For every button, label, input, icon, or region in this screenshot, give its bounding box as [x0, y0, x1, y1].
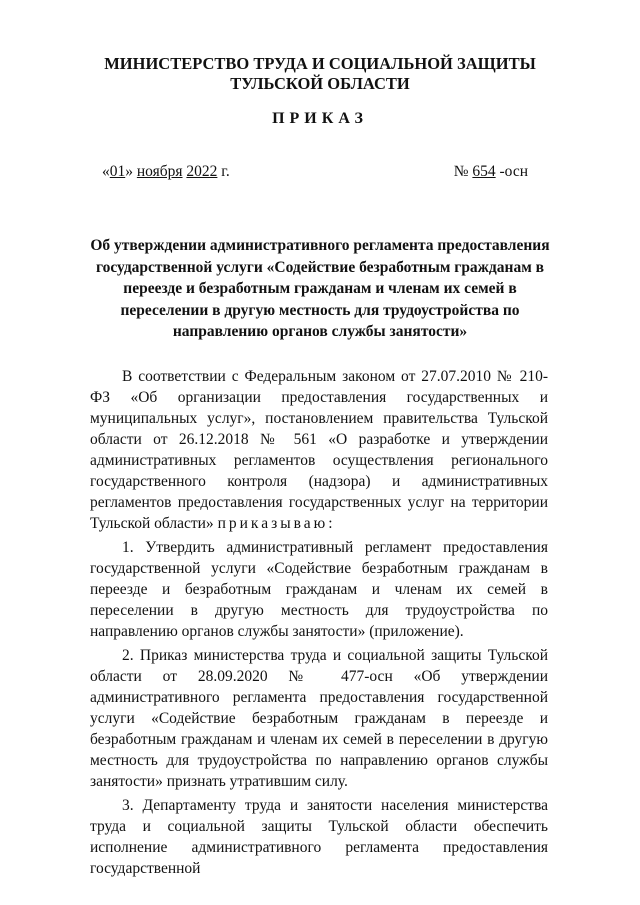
ministry-name-line1: МИНИСТЕРСТВО ТРУДА И СОЦИАЛЬНОЙ ЗАЩИТЫ [104, 54, 536, 73]
document-type-title: ПРИКАЗ [272, 110, 368, 127]
order-date [102, 163, 230, 181]
date-day: 01 [109, 163, 126, 180]
date-open-quote: « [102, 163, 110, 180]
order-number [454, 163, 528, 181]
number-prefix: № [453, 163, 469, 180]
item-2-paragraph: 2. Приказ министерства труда и социальной защиты Тульской области от 28.09.2020 № 477-осн «Об утверждении административного регламента предоставления государственной услуги «Содействие безработным гражданам в переезде и безработным гражданам и членам их семей в переселении в другую местность для трудоустройства по направлению органов службы занятости» признать утратившим силу. [90, 647, 548, 790]
order-subject: Об утверждении административного регламента предоставления государственной услуги «Содействие безработным гражданам в переезде и безработным гражданам и членам их семей в переселении в другую местность для трудоустройства по направлению органов службы занятости» [90, 237, 550, 340]
decree-word: приказываю: [217, 515, 336, 532]
number-value: 654 [472, 163, 496, 180]
preamble-text: В соответствии с Федеральным законом от 27.07.2010 № 210-ФЗ «Об организации предоставления государственных и муниципальных услуг», постановлением правительства Тульской области от 26.12.2018 № 561 «О разработке и утверждении административных регламентов осуществления регионального государственного контроля (надзора) и административных регламентов предоставления государственных услуг на территории Тульской области» [90, 368, 548, 532]
number-suffix: -осн [499, 163, 528, 180]
date-close-quote: » [125, 163, 133, 180]
date-year: 2022 [186, 163, 218, 180]
date-year-suffix: г. [221, 163, 230, 180]
preamble-paragraph [90, 366, 548, 534]
item-3-paragraph: 3. Департаменту труда и занятости населения министерства труда и социальной защиты Тульской области обеспечить исполнение административного регламента предоставления государственной [90, 797, 548, 877]
date-number-row [102, 163, 528, 181]
item-1-paragraph: 1. Утвердить административный регламент предоставления государственной услуги «Содействие безработным гражданам в переезде и безработным гражданам и членам их семей в переселении в другую местность для трудоустройства по направлению органов службы занятости» (приложение). [90, 539, 548, 640]
order-body [90, 366, 548, 879]
date-month: ноября [136, 163, 183, 180]
ministry-header [60, 54, 580, 94]
ministry-name-line2: ТУЛЬСКОЙ ОБЛАСТИ [230, 74, 410, 93]
